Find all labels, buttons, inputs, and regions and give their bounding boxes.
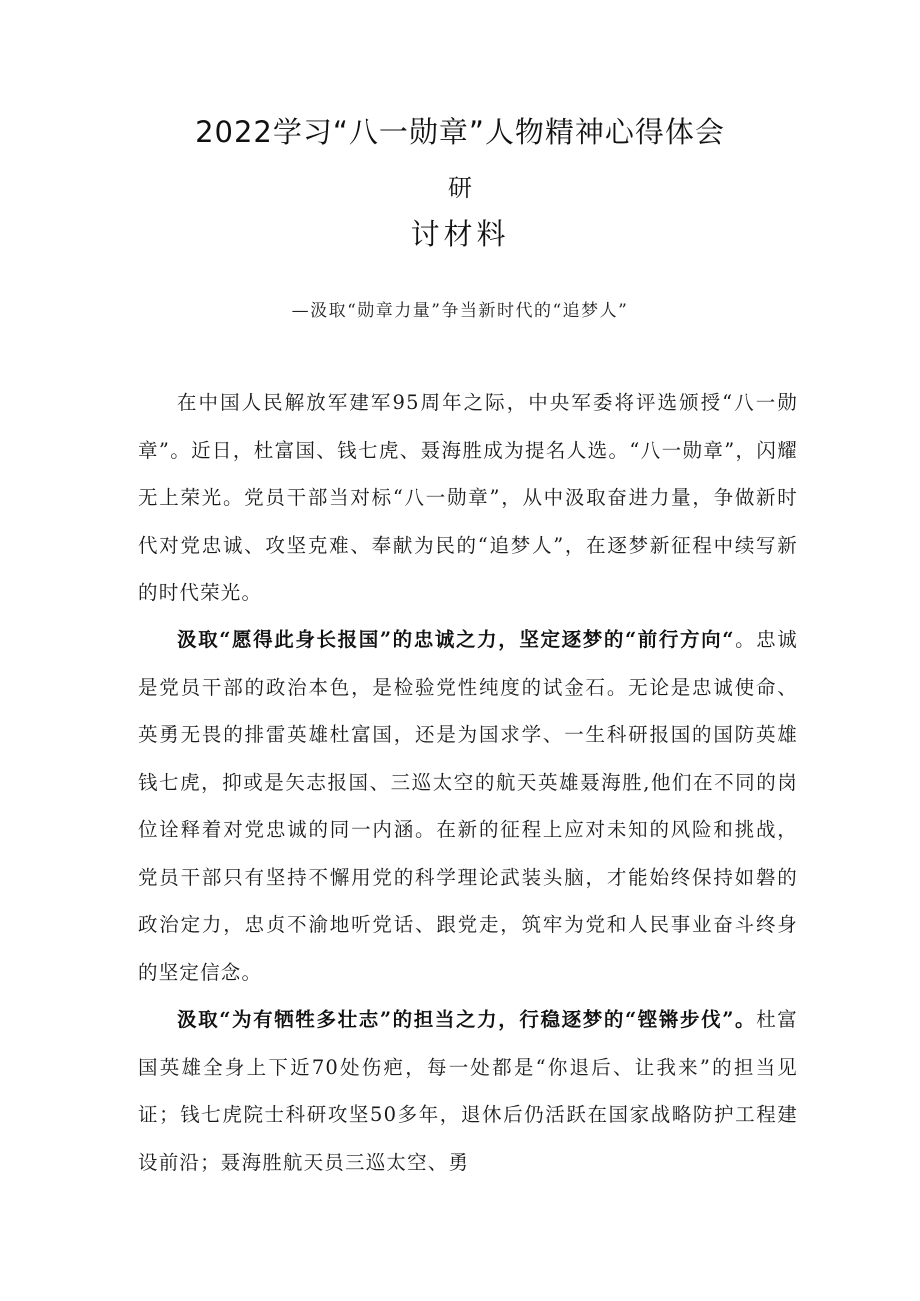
paragraph-3-text: 杜富国英雄全身上下近70处伤疤，每一处都是“你退后、让我来”的担当见证；钱七虎院士科研攻坚50多年，退休后仍活跃在国家战略防护工程建设前沿；聂海胜航天员三巡太空、勇	[138, 1008, 799, 1174]
body-paragraph-1	[138, 379, 798, 617]
paragraph-1-text: 在中国人民解放军建军95周年之际，中央军委将评选颁授“八一勋章”。近日，杜富国、钱七虎、聂海胜成为提名人选。“八一勋章”，闪耀无上荣光。党员干部当对标“八一勋章”，从中汲取奋进力量，争做新时代对党忠诚、攻坚克难、奉献为民的“追梦人”，在逐梦新征程中续写新的时代荣光。	[138, 391, 798, 604]
document-subtitle: —汲取“勋章力量”争当新时代的“追梦人”	[291, 301, 629, 321]
paragraph-2-text: 。忠诚是党员干部的政治本色，是检验党性纯度的试金石。无论是忠诚使命、英勇无畏的排雷英雄杜富国，还是为国求学、一生科研报国的国防英雄钱七虎，抑或是矢志报国、三巡太空的航天英雄聂海胜,他们在不同的岗位诠释着对党忠诚的同一内涵。在新的征程上应对未知的风险和挑战，党员干部只有坚持不懈用党的科学理论武装头脑，才能始终保持如磐的政治定力，忠贞不渝地听党话、跟党走，筑牢为党和人民事业奋斗终身的坚定信念。	[138, 628, 798, 984]
paragraph-3-lead: 汲取“为有牺牲多壮志”的担当之力，行稳逐梦的“铿锵步伐”。	[177, 1008, 757, 1031]
paragraph-2-lead: 汲取“愿得此身长报国”的忠诚之力，坚定逐梦的“前行方向“	[177, 628, 735, 651]
document-title-line-1: 2022学习“八一勋章”人物精神心得体会	[195, 115, 725, 149]
body-paragraph-3	[138, 996, 798, 1186]
document-title-line-3: 讨材料	[410, 217, 510, 251]
body-paragraph-2	[138, 616, 798, 996]
document-title-line-2: 研	[448, 174, 472, 202]
